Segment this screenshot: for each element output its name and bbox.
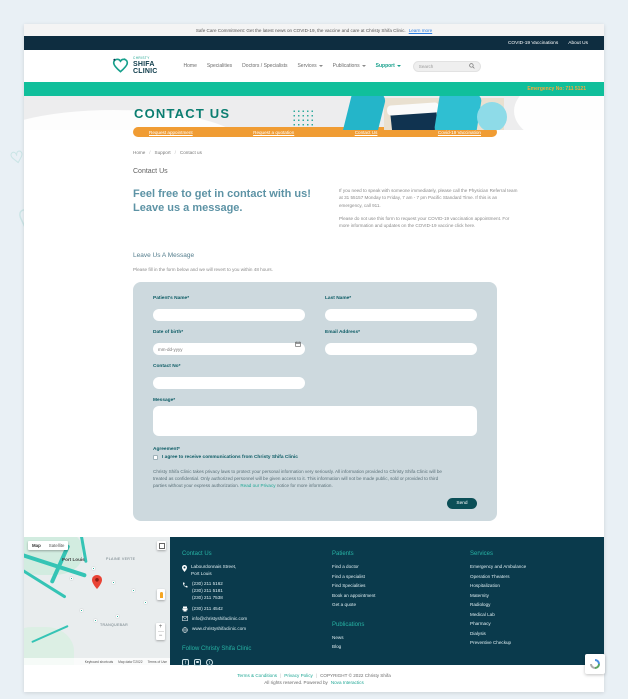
privacy-policy-link[interactable]: Privacy Policy <box>284 672 313 678</box>
clinic-logo[interactable] <box>112 57 158 74</box>
copyright-text: COPYRIGHT © 2022 Christy Shifa <box>320 672 391 678</box>
decor-heart-icon: ♡ <box>8 148 27 169</box>
chevron-down-icon <box>319 65 323 67</box>
map-type-buttons <box>28 541 68 550</box>
form-note: Please fill in the form below and we will revert to you within 48 hours. <box>133 266 273 272</box>
terms-link[interactable]: Terms & Conditions <box>237 672 278 678</box>
intro-paragraph-2: Please do not use this form to request your COVID-19 vaccination appointment. For more information and updates on the COVID-19 vaccine click here. <box>339 216 510 229</box>
recaptcha-icon <box>589 658 601 670</box>
map-data-label: Map data ©2022 <box>118 659 143 664</box>
footer-link-news[interactable]: News <box>332 634 344 640</box>
message-label: Message* <box>153 397 176 403</box>
map-marker[interactable] <box>94 619 97 622</box>
section-title: Contact Us <box>133 168 168 175</box>
logo-brand-line2: CLINIC <box>133 67 158 75</box>
logo-brand-line1: SHIFA <box>133 60 155 68</box>
footer-link-pharmacy[interactable]: Pharmacy <box>470 621 491 627</box>
pegman-icon[interactable] <box>157 589 165 600</box>
location-map[interactable] <box>24 537 170 665</box>
keyboard-shortcuts-link[interactable]: Keyboard shortcuts <box>84 659 114 664</box>
legal-bar <box>24 665 604 692</box>
patient-name-label: Patient's Name* <box>153 295 190 301</box>
footer-services-title: Services <box>470 551 494 558</box>
quicklink-request-appointment[interactable]: Request appointment <box>149 129 193 135</box>
phone-icon <box>182 582 188 588</box>
nav-services[interactable]: Services <box>297 63 322 69</box>
twitter-icon[interactable]: t <box>206 659 213 666</box>
footer-link-emergency-ambulance[interactable]: Emergency and Ambulance <box>470 564 527 570</box>
map-marker[interactable] <box>92 567 95 570</box>
email-field[interactable] <box>325 343 477 355</box>
agreement-checkbox[interactable] <box>153 455 158 460</box>
footer-address: Labourdonnais Street, Port Louis <box>191 564 237 576</box>
footer-link-preventive-checkup[interactable]: Preventive Checkup <box>470 640 512 646</box>
nav-doctors-specialists[interactable]: Doctors / Specialists <box>242 63 288 69</box>
logo-brand-small: CHRISTY <box>133 56 150 61</box>
site-footer <box>24 537 604 665</box>
nav-publications[interactable]: Publications <box>333 63 366 69</box>
zoom-out-button[interactable]: − <box>158 632 163 639</box>
utility-link-about-us[interactable]: About Us <box>568 40 588 46</box>
message-field[interactable] <box>153 406 477 436</box>
dob-field[interactable] <box>153 343 305 355</box>
red-map-pin[interactable] <box>92 575 102 589</box>
footer-link-operation-theaters[interactable]: Operation Theaters <box>470 573 510 579</box>
hero-banner <box>24 96 604 130</box>
search-input[interactable] <box>413 61 481 72</box>
map-label-area2: TRANQUEBAR <box>100 623 128 628</box>
contact-headline: Feel free to get in contact with us! Leave us a message. <box>133 188 311 215</box>
calendar-icon[interactable] <box>295 341 301 347</box>
footer-email[interactable]: info@christyshifaclinic.com <box>192 615 248 621</box>
footer-link-get-quote[interactable]: Get a quote <box>332 602 357 608</box>
last-name-label: Last Name* <box>325 295 352 301</box>
agreement-text: I agree to receive communications from Christy Shifa Clinic <box>162 454 298 460</box>
facebook-icon[interactable]: f <box>182 659 189 666</box>
map-label-area1: PLAINE VERTE <box>106 557 136 562</box>
instagram-icon[interactable] <box>194 659 201 666</box>
powered-by-link[interactable]: Nova Interactics <box>330 679 364 685</box>
footer-phones: (230) 211 5162 (230) 211 5181 (230) 211 7538 <box>192 581 223 601</box>
chevron-down-icon <box>362 65 366 67</box>
footer-link-blog[interactable]: Blog <box>332 644 342 650</box>
breadcrumb <box>133 150 604 155</box>
map-marker[interactable] <box>116 615 119 618</box>
footer-link-hospitalization[interactable]: Hospitalization <box>470 583 500 589</box>
email-label: Email Address* <box>325 329 361 335</box>
privacy-notice-link[interactable]: Read our Privacy <box>240 482 276 488</box>
emergency-number: Emergency No: 711 5121 <box>527 86 586 92</box>
footer-link-find-doctor[interactable]: Find a doctor <box>332 564 359 570</box>
site-page <box>24 24 604 692</box>
satellite-view-button[interactable]: Satellite <box>48 543 65 549</box>
search-icon <box>469 63 475 69</box>
footer-link-radiology[interactable]: Radiology <box>470 602 491 608</box>
send-button[interactable]: Send <box>447 498 477 509</box>
dob-label: Date of birth* <box>153 329 184 335</box>
footer-patients-column <box>332 551 470 666</box>
search-placeholder: Search <box>418 63 434 69</box>
announcement-text: Safe Care Commitment: Get the latest news on COVID-19, the vaccine and care at Christy Shifa Clinic. <box>195 27 406 33</box>
quicklink-request-quotation[interactable]: Request a quotation <box>253 129 295 135</box>
site-header <box>24 50 604 82</box>
contact-form <box>133 282 497 521</box>
map-marker[interactable] <box>132 589 135 592</box>
privacy-disclaimer: Christy Shifa Clinic takes privacy laws to protect your personal information very seriously. All information provided to Christy Shifa Clinic will be treated as confidential. Only authorized personnel will be given access to it. This information will not be made public, sold or provided to third parties without your express authorization. Read our Privacy notice for more information. <box>153 468 442 488</box>
last-name-field[interactable] <box>325 309 477 321</box>
footer-services-column <box>470 551 600 666</box>
location-pin-icon <box>182 565 187 572</box>
chevron-down-icon <box>397 65 401 67</box>
footer-link-maternity[interactable]: Maternity <box>470 592 489 598</box>
patient-name-field[interactable] <box>153 309 305 321</box>
footer-link-find-specialities[interactable]: Find Specialities <box>332 583 366 589</box>
utility-nav <box>24 36 604 50</box>
main-nav <box>184 63 401 69</box>
map-marker[interactable] <box>144 601 147 604</box>
nav-home[interactable]: Home <box>183 63 197 69</box>
breadcrumb-home[interactable]: Home <box>133 150 146 155</box>
map-label-city: Port Louis <box>62 557 85 563</box>
heart-logo-icon <box>112 58 129 73</box>
footer-contact-title: Contact Us <box>182 551 212 558</box>
map-attribution <box>24 658 170 665</box>
hero-image <box>329 96 534 130</box>
footer-link-find-specialist[interactable]: Find a specialist <box>332 573 365 579</box>
fullscreen-icon[interactable] <box>157 541 166 550</box>
announcement-bar <box>24 24 604 36</box>
nav-specialities[interactable]: Specialities <box>206 63 233 69</box>
fax-icon <box>182 606 188 612</box>
contact-no-field[interactable] <box>153 377 305 389</box>
email-icon <box>182 616 188 621</box>
rights-text: All rights reserved. Powered by <box>264 679 328 685</box>
breadcrumb-support[interactable]: Support <box>154 150 171 155</box>
intro-paragraph-1: If you need to speak with someone immediately, please call the Physician Referral team at 31 55157 Monday to Friday, 7 am - 7 pm Pacific Standard Time. If this is an emergency, call 911. <box>339 188 518 208</box>
map-marker[interactable] <box>70 577 73 580</box>
social-icons <box>182 659 332 666</box>
globe-icon <box>182 627 188 633</box>
utility-link-covid-vaccinations[interactable]: COVID-19 Vaccinations <box>507 40 559 46</box>
map-zoom-control <box>156 623 165 640</box>
announcement-learn-more-link[interactable]: Learn more <box>408 27 433 33</box>
emergency-bar <box>24 82 604 96</box>
footer-publications-title: Publications <box>332 621 365 628</box>
quicklink-contact-us[interactable]: Contact Us <box>354 129 378 135</box>
contact-intro <box>339 187 519 236</box>
map-marker[interactable] <box>80 609 83 612</box>
zoom-in-button[interactable]: + <box>158 624 163 631</box>
footer-fax: (230) 211 4542 <box>192 605 223 611</box>
nav-support[interactable]: Support <box>376 63 401 69</box>
agreement-label: Agreement* <box>153 446 180 452</box>
footer-link-medical-lab[interactable]: Medical Lab <box>470 611 495 617</box>
map-terms-link[interactable]: Terms of Use <box>147 659 167 664</box>
map-view-button[interactable]: Map <box>32 543 41 549</box>
footer-link-book-appointment[interactable]: Book an appointment <box>332 592 376 598</box>
main-content <box>24 144 604 537</box>
page-title: CONTACT US <box>134 106 231 121</box>
breadcrumb-contact-us: Contact us <box>179 150 202 155</box>
quicklink-bar-wrap <box>24 130 604 144</box>
footer-website[interactable]: www.christyshifaclinic.com <box>192 626 247 632</box>
footer-contact-column <box>182 551 332 666</box>
contact-no-label: Contact No* <box>153 363 181 369</box>
footer-patients-title: Patients <box>332 551 354 558</box>
map-marker[interactable] <box>112 581 115 584</box>
dot-grid-decor <box>292 109 316 126</box>
form-section-title: Leave Us A Message <box>133 251 195 259</box>
footer-follow-title: Follow Christy Shifa Clinic <box>182 645 252 652</box>
footer-link-dialysis[interactable]: Dialysis <box>470 630 486 636</box>
footer-columns <box>182 551 600 666</box>
recaptcha-badge[interactable] <box>585 654 605 674</box>
quicklink-covid-vaccination[interactable]: Covid-19 Vaccination <box>437 129 481 135</box>
